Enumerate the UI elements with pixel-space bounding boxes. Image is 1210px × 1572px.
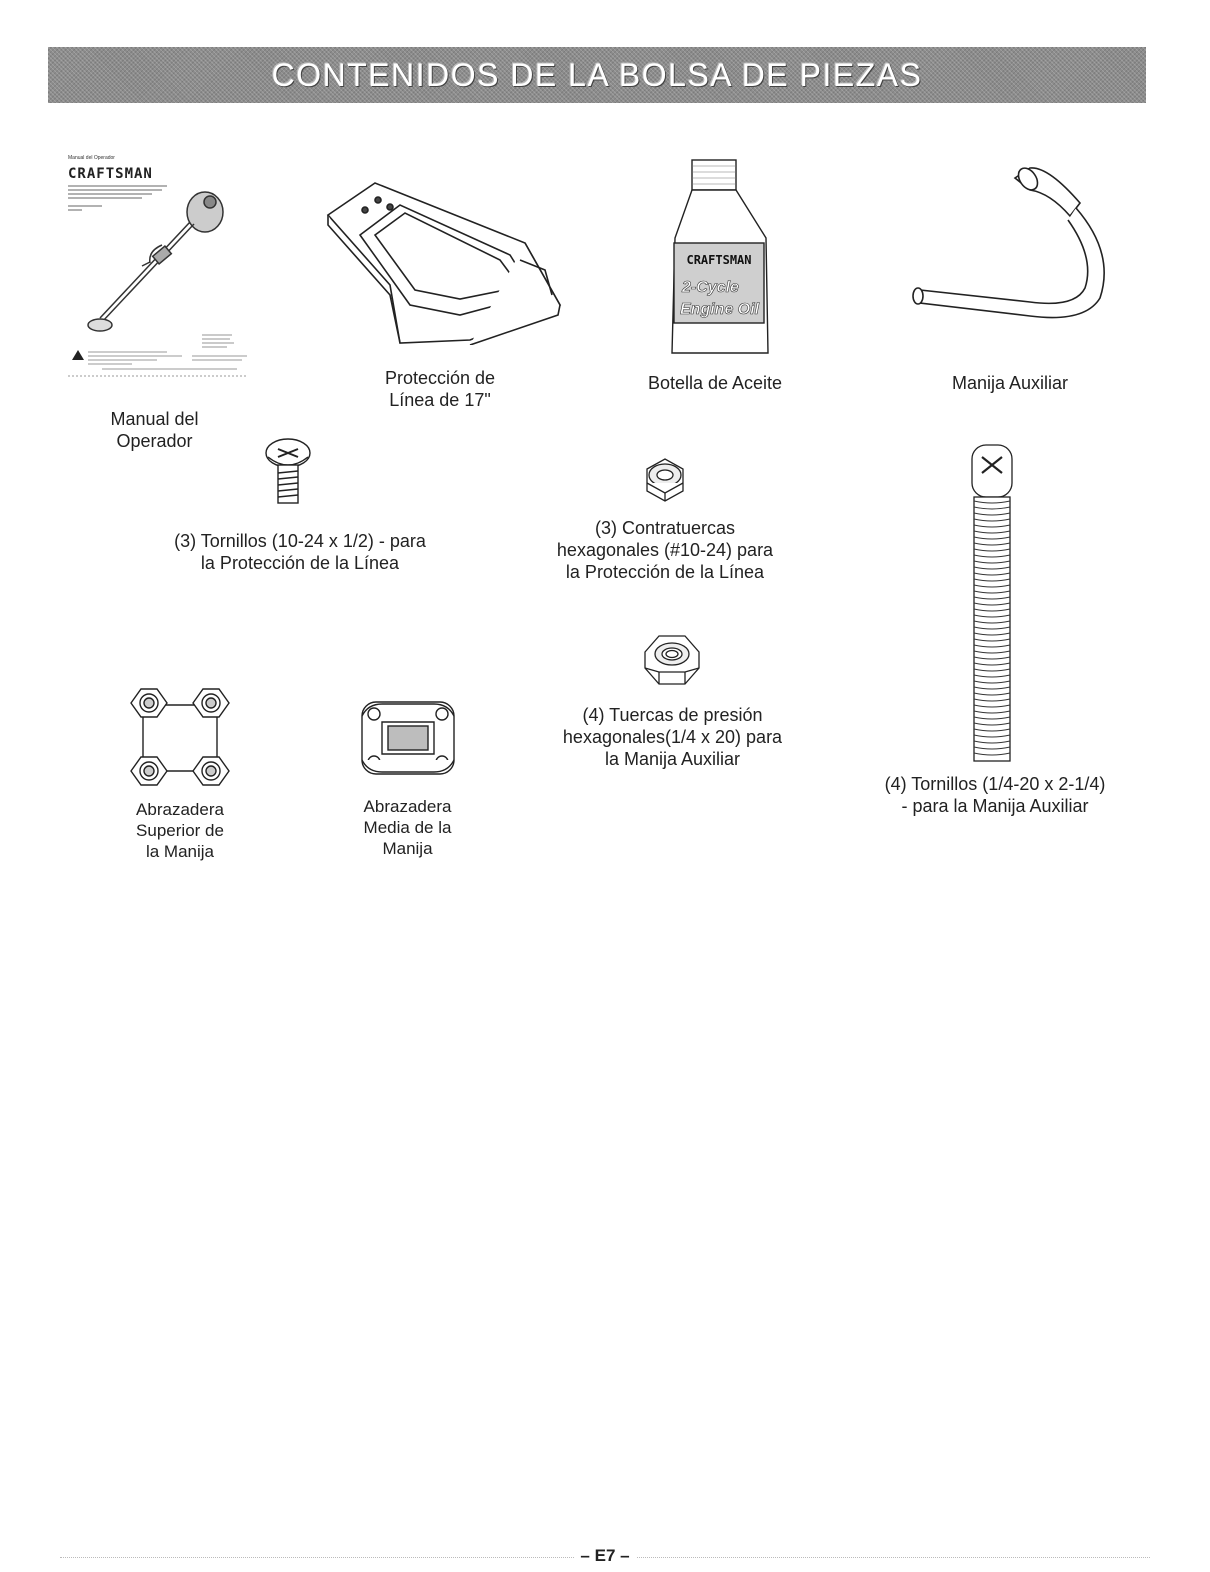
oil-label-line1: 2-Cycle (682, 279, 739, 296)
upper-clamp-illustration (125, 683, 235, 793)
manual-cover-illustration (62, 150, 247, 390)
oil-label-brand: CRAFTSMAN (686, 253, 752, 267)
press-nuts-label-line2: hexagonales(1/4 x 20) para (562, 727, 783, 747)
page-number (0, 1546, 1210, 1566)
aux-handle-illustration (890, 158, 1140, 348)
middle-clamp-label-line1: Abrazadera (363, 797, 452, 816)
upper-clamp-label (110, 799, 250, 862)
manual-label-line2: Operador (116, 431, 193, 451)
line-guard-illustration (320, 165, 570, 345)
long-screw-label-line1: (4) Tornillos (1/4-20 x 2-1/4) (884, 774, 1106, 794)
press-nuts-label (530, 704, 815, 770)
guard-screws-label-line1: (3) Tornillos (10-24 x 1/2) - para (174, 531, 426, 551)
press-nuts-item (530, 628, 815, 773)
locknuts-label-line3: la Protección de la Línea (565, 562, 765, 582)
upper-clamp-label-line1: Abrazadera (136, 800, 224, 819)
line-guard-label-line2: Línea de 17" (389, 390, 491, 410)
locknuts-label (515, 517, 815, 583)
middle-clamp-label (340, 796, 475, 859)
line-guard-label-line1: Protección de (384, 368, 496, 388)
middle-clamp-item (340, 698, 475, 868)
manual-item (62, 150, 247, 451)
oil-bottle-illustration (620, 158, 810, 358)
middle-clamp-label-line2: Media de la (363, 818, 452, 837)
page-number-text: – E7 – (574, 1546, 635, 1565)
long-screw-item (860, 443, 1130, 823)
header-banner (48, 47, 1146, 103)
guard-screw-illustration (258, 435, 318, 507)
manual-cover-small-title: Manual del Operador (68, 155, 115, 161)
oil-bottle-label: Botella de Aceite (647, 373, 783, 393)
middle-clamp-label-line3: Manija (382, 839, 433, 858)
aux-handle-label: Manija Auxiliar (951, 373, 1069, 393)
line-guard-item (320, 165, 570, 415)
page-title: CONTENIDOS DE LA BOLSA DE PIEZAS (271, 56, 923, 93)
long-screw-label (860, 773, 1130, 817)
locknuts-label-line1: (3) Contratuercas (594, 518, 736, 538)
press-nuts-label-line1: (4) Tuercas de presión (582, 705, 763, 725)
oil-bottle-item (620, 158, 810, 398)
manual-label-line1: Manual del (110, 409, 199, 429)
locknut-illustration (635, 453, 695, 509)
upper-clamp-item (110, 683, 250, 868)
press-nut-illustration (637, 628, 707, 688)
aux-handle-item (890, 158, 1140, 398)
long-screw-label-line2: - para la Manija Auxiliar (901, 796, 1089, 816)
guard-screws-label-line2: la Protección de la Línea (200, 553, 400, 573)
upper-clamp-label-line3: la Manija (145, 842, 215, 861)
middle-clamp-illustration (358, 698, 458, 778)
locknuts-label-line2: hexagonales (#10-24) para (556, 540, 774, 560)
line-guard-label (320, 367, 560, 411)
guard-screws-item (140, 435, 460, 575)
locknuts-item (515, 453, 815, 588)
warning-triangle-icon (72, 350, 84, 360)
press-nuts-label-line3: la Manija Auxiliar (604, 749, 741, 769)
guard-screws-label (140, 530, 460, 574)
long-screw-illustration (960, 443, 1030, 765)
oil-label-line2: Engine Oil (680, 301, 760, 318)
manual-cover-brand: CRAFTSMAN (68, 166, 153, 182)
upper-clamp-label-line2: Superior de (136, 821, 224, 840)
